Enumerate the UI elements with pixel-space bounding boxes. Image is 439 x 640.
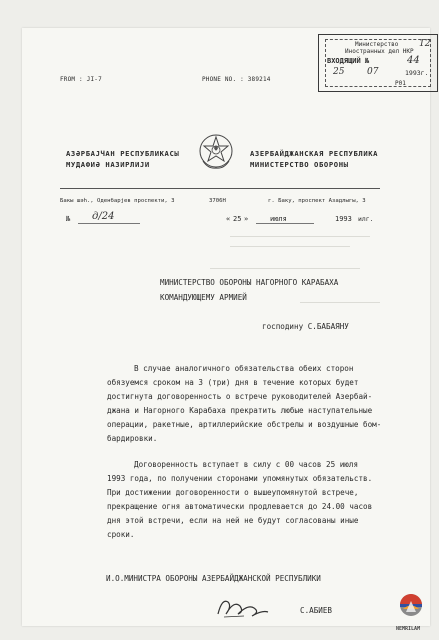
stamp-number2: 44 [407, 55, 420, 66]
azerbaijan-emblem-icon [198, 131, 234, 171]
signatory-name: С.АБИЕВ [300, 606, 333, 615]
reg-no-label: № [66, 215, 71, 223]
stamp-date-year: 1993г. [405, 69, 429, 77]
p1-line: обязуемся сроком на 3 (три) дня в течение которых будет [107, 378, 359, 387]
reg-no-underline [78, 223, 140, 224]
reg-no-value: д/24 [92, 211, 115, 222]
stamp-date-day: 25 [333, 67, 345, 77]
document-page [22, 28, 430, 626]
fax-phone: PHONE NO. : 389214 [202, 76, 271, 83]
p2-line: Договоренность вступает в силу с 00 часов 25 июля [134, 460, 359, 469]
reg-day: 25 [233, 215, 242, 223]
recipient-line3: господину С.БАБАЯНУ [262, 322, 349, 331]
nemrilam-watermark-text: NEMRILAM [396, 626, 421, 632]
stamp-date-month: 07 [367, 67, 379, 77]
p1-line: достигнута договоренность о встрече руководителей Азербай- [107, 392, 373, 401]
stamp-extra: Р01 [395, 80, 406, 87]
letterhead-right-line2: МИНИСТЕРСТВО ОБОРОНЫ [250, 160, 349, 169]
reg-suffix: илг. [358, 215, 374, 223]
fax-from: FROM : JI-7 [60, 76, 102, 83]
incoming-stamp [318, 34, 438, 92]
p2-line: 1993 года, по получении сторонами упомянутых обязательств. [107, 474, 373, 483]
stamp-line1: Министерство [355, 41, 399, 48]
stamp-number: 12 [419, 39, 431, 49]
signatory-title: И.О.МИНИСТРА ОБОРОНЫ АЗЕРБАЙДЖАНСКОЙ РЕСПУБЛИКИ [106, 574, 321, 583]
stamp-line2: Иностранных дел НКР [345, 48, 414, 55]
address-right: г. Баку, проспект Азадлыгы, 3 [268, 198, 366, 204]
p1-line: бардировки. [107, 434, 158, 443]
p2-line: При достижении договоренности о вышеупомянутой встрече, [107, 488, 359, 497]
address-left: Бакы шәһ., Оденбарјев проспекти, 3 [60, 198, 175, 204]
reg-month: июля [270, 215, 287, 223]
p2-line: прекращение огня автоматически продлевается до 24.00 часов [107, 502, 373, 511]
p1-line: операции, ракетные, артиллерийские обстрелы и воздушные бом- [107, 420, 382, 429]
recipient-line2: КОМАНДУЮЩЕМУ АРМИЕЙ [160, 293, 247, 302]
stamp-line3: ВХОДЯЩИЙ № [327, 57, 370, 65]
reg-day-quote-open: « [226, 215, 231, 223]
handwritten-signature [214, 592, 270, 622]
recipient-line1: МИНИСТЕРСТВО ОБОРОНЫ НАГОРНОГО КАРАБАХА [160, 278, 339, 287]
address-postal: 3706Н [209, 198, 226, 204]
p2-line: дня этой встречи, если на ней не будут согласованы иные [107, 516, 359, 525]
p1-line: В случае аналогичного обязательства обеих сторон [134, 364, 354, 373]
nemrilam-logo-icon [392, 592, 430, 624]
reg-month-underline [256, 223, 314, 224]
reg-year: 1993 [335, 215, 352, 223]
letterhead-right-line1: АЗЕРБАЙДЖАНСКАЯ РЕСПУБЛИКА [250, 149, 379, 158]
letterhead-left-line2: МУДАФИӘ НАЗИРЛИЈИ [66, 160, 150, 169]
letterhead-left-line1: АЗӘРБАЈЧАН РЕСПУБЛИКАСЫ [66, 149, 180, 158]
header-divider [60, 188, 380, 189]
p2-line: сроки. [107, 530, 135, 539]
p1-line: джана и Нагорного Карабаха прекратить любые наступательные [107, 406, 373, 415]
reg-day-quote-close: » [244, 215, 249, 223]
